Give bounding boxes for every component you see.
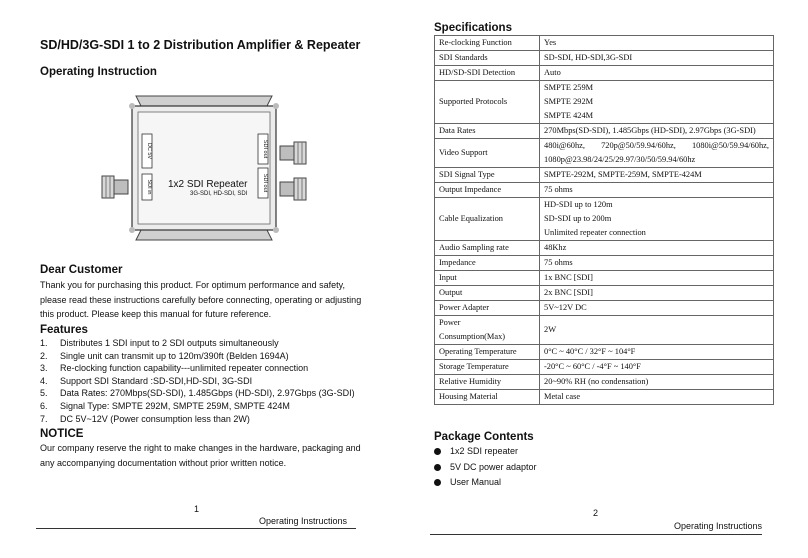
spec-value-line xyxy=(544,139,769,153)
spec-value-line: Unlimited repeater connection xyxy=(544,228,646,237)
page-number: 2 xyxy=(593,508,599,518)
list-item xyxy=(40,400,370,413)
sdi-in-connector-icon xyxy=(100,172,130,202)
sdi-out-top-label: SDI out xyxy=(262,139,268,159)
notice-text xyxy=(40,441,370,470)
table-row xyxy=(435,271,774,286)
feature-number: 1. xyxy=(40,338,48,348)
spec-value-line: SD-SDI up to 200m xyxy=(544,214,612,223)
page-title: SD/HD/3G-SDI 1 to 2 Distribution Amplifier & Repeater xyxy=(40,38,361,52)
features-heading: Features xyxy=(40,324,88,336)
page-footer: Operating Instructions xyxy=(259,516,348,526)
spec-label xyxy=(435,316,540,345)
video-mode: 1080i@50/59.94/60hz, xyxy=(691,141,769,150)
spec-value: Auto xyxy=(540,66,774,81)
list-item xyxy=(40,362,370,375)
table-row xyxy=(435,66,774,81)
bullet-icon xyxy=(434,448,441,455)
video-mode: 720p@50/59.94/60hz, xyxy=(601,141,676,150)
specifications-heading: Specifications xyxy=(434,22,512,34)
spec-label: Relative Humidity xyxy=(435,375,540,390)
table-row xyxy=(435,301,774,316)
spec-value: 5V~12V DC xyxy=(540,301,774,316)
table-row xyxy=(435,51,774,66)
device-subtitle: 3G-SDI, HD-SDI, SDI xyxy=(190,191,248,197)
feature-text: DC 5V~12V (Power consumption less than 2W) xyxy=(60,413,250,424)
spec-value: 270Mbps(SD-SDI), 1.485Gbps (HD-SDI), 2.97Gbps (3G-SDI) xyxy=(540,124,774,139)
spec-value: SD-SDI, HD-SDI,3G-SDI xyxy=(540,51,774,66)
spec-value: 20~90% RH (no condensation) xyxy=(540,375,774,390)
list-item xyxy=(434,460,537,476)
table-row xyxy=(435,360,774,375)
package-item: User Manual xyxy=(450,477,502,487)
sdi-out-bottom-label: SDI out xyxy=(262,173,268,193)
spec-label: Data Rates xyxy=(435,124,540,139)
list-item xyxy=(434,444,537,460)
spec-value: SMPTE-292M, SMPTE-259M, SMPTE-424M xyxy=(540,168,774,183)
spec-value-line: HD-SDI up to 120m xyxy=(544,200,613,209)
spec-label: Impedance xyxy=(435,256,540,271)
spec-label: HD/SD-SDI Detection xyxy=(435,66,540,81)
list-item xyxy=(40,337,370,350)
feature-text: Single unit can transmit up to 120m/390ft (Belden 1694A) xyxy=(60,350,289,361)
package-item: 5V DC power adaptor xyxy=(450,461,537,472)
spec-value xyxy=(540,139,774,168)
spec-value: -20°C ~ 60°C / -4°F ~ 140°F xyxy=(540,360,774,375)
notice-line-1: Our company reserve the right to make changes in the hardware, packaging and xyxy=(40,443,361,453)
table-row xyxy=(435,256,774,271)
feature-text: Data Rates: 270Mbps(SD-SDI), 1.485Gbps (HD-SDI), 2.97Gbps (3G-SDI) xyxy=(60,388,355,399)
spec-value-line: SMPTE 259M xyxy=(544,83,594,92)
dear-line-2: please read these instructions carefully before connecting, operating or adjusting xyxy=(40,294,362,305)
package-list xyxy=(434,444,537,491)
sdi-out-bottom-connector-icon xyxy=(278,174,308,204)
feature-number: 7. xyxy=(40,413,48,424)
spec-label-line: Consumption(Max) xyxy=(439,332,506,341)
spec-value-line: 1080p@23.98/24/25/29.97/30/50/59.94/60hz xyxy=(544,155,696,164)
feature-text: Re-clocking function capability---unlimited repeater connection xyxy=(60,363,309,374)
spec-label: SDI Standards xyxy=(435,51,540,66)
table-row xyxy=(435,241,774,256)
table-row xyxy=(435,81,774,124)
list-item xyxy=(434,475,537,491)
feature-text: Signal Type: SMPTE 292M, SMPTE 259M, SMPTE 424M xyxy=(60,400,290,411)
table-row xyxy=(435,375,774,390)
spec-label: Housing Material xyxy=(435,390,540,405)
table-row xyxy=(435,168,774,183)
spec-value: 2x BNC [SDI] xyxy=(540,286,774,301)
dear-customer-heading: Dear Customer xyxy=(40,264,123,276)
spec-value xyxy=(540,81,774,124)
spec-value-line: SMPTE 424M xyxy=(544,111,594,120)
spec-value: 75 ohms xyxy=(540,256,774,271)
feature-number: 4. xyxy=(40,375,48,386)
spec-label: Cable Equalization xyxy=(435,198,540,241)
video-mode: 480i@60hz, xyxy=(544,141,585,150)
spec-value: 1x BNC [SDI] xyxy=(540,271,774,286)
table-row xyxy=(435,390,774,405)
spec-value: 0°C ~ 40°C / 32°F ~ 104°F xyxy=(540,345,774,360)
table-row xyxy=(435,316,774,345)
feature-text: Support SDI Standard :SD-SDI,HD-SDI, 3G-SDI xyxy=(60,375,253,386)
spec-value: 2W xyxy=(540,316,774,345)
table-row xyxy=(435,286,774,301)
dear-line-1: Thank you for purchasing this product. For optimum performance and safety, xyxy=(40,280,345,290)
table-row xyxy=(435,345,774,360)
list-item xyxy=(40,387,370,400)
feature-number: 2. xyxy=(40,350,48,361)
specifications-table xyxy=(434,35,774,405)
page-number: 1 xyxy=(194,504,200,514)
table-row xyxy=(435,36,774,51)
package-contents-heading: Package Contents xyxy=(434,431,534,443)
spec-value xyxy=(540,198,774,241)
list-item xyxy=(40,413,370,426)
feature-number: 5. xyxy=(40,388,48,399)
list-item xyxy=(40,375,370,388)
bullet-icon xyxy=(434,479,441,486)
sdi-in-label: SDI in xyxy=(146,179,152,195)
dear-customer-text xyxy=(40,278,370,322)
spec-value: Yes xyxy=(540,36,774,51)
list-item xyxy=(40,350,370,363)
spec-label: Output xyxy=(435,286,540,301)
spec-label: SDI Signal Type xyxy=(435,168,540,183)
spec-label: Supported Protocols xyxy=(435,81,540,124)
table-row xyxy=(435,198,774,241)
spec-label: Power Adapter xyxy=(435,301,540,316)
spec-value-line: SMPTE 292M xyxy=(544,97,594,106)
device-name: 1x2 SDI Repeater xyxy=(168,179,248,190)
notice-line-2: any accompanying documentation without prior written notice. xyxy=(40,457,287,468)
spec-label: Audio Sampling rate xyxy=(435,241,540,256)
spec-label: Re-clocking Function xyxy=(435,36,540,51)
spec-label-line: Power xyxy=(439,318,461,327)
sdi-out-top-connector-icon xyxy=(278,138,308,168)
footer-rule xyxy=(430,534,762,535)
feature-text: Distributes 1 SDI input to 2 SDI outputs simultaneously xyxy=(60,338,279,348)
table-row xyxy=(435,124,774,139)
feature-number: 6. xyxy=(40,400,48,411)
table-row xyxy=(435,183,774,198)
spec-value: 48Khz xyxy=(540,241,774,256)
spec-value: Metal case xyxy=(540,390,774,405)
dc-port-label: DC 5V xyxy=(146,142,152,160)
operating-instruction-heading: Operating Instruction xyxy=(40,66,157,78)
dear-line-3: this product. Please keep this manual for future reference. xyxy=(40,309,272,319)
table-row xyxy=(435,139,774,168)
feature-number: 3. xyxy=(40,363,48,374)
notice-heading: NOTICE xyxy=(40,428,84,440)
spec-label: Video Support xyxy=(435,139,540,168)
page-footer: Operating Instructions xyxy=(674,521,763,531)
spec-value: 75 ohms xyxy=(540,183,774,198)
spec-label: Output Impedance xyxy=(435,183,540,198)
footer-rule xyxy=(36,528,356,529)
spec-label: Storage Temperature xyxy=(435,360,540,375)
package-item: 1x2 SDI repeater xyxy=(450,446,519,456)
bullet-icon xyxy=(434,464,441,471)
features-list xyxy=(40,337,370,425)
spec-label: Operating Temperature xyxy=(435,345,540,360)
device-illustration xyxy=(128,90,280,246)
spec-label: Input xyxy=(435,271,540,286)
